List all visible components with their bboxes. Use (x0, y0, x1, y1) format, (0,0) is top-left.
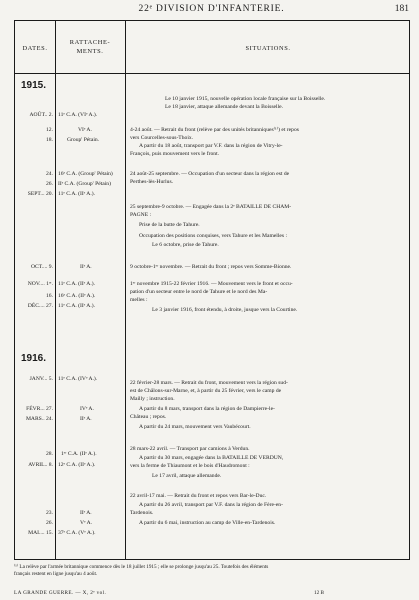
situation-line: 22 février-28 mars. — Retrait du front, mouvement vers la région sud- (130, 380, 288, 386)
date-entry: 26. (46, 520, 53, 526)
header-divider (15, 73, 409, 74)
situation-line: PAGNE : (130, 212, 152, 218)
rattachement-entry: IIᵉ A. (80, 416, 92, 422)
column-header-dates: DATES. (22, 45, 48, 52)
rattachement-entry: 12ᵉ C.A. (IIᵉ A.). (58, 462, 96, 468)
rattachement-entry: 11ᵉ C.A. (VIᵉ A.). (58, 112, 98, 118)
footer-source: LA GRANDE GUERRE. — X, 2ᵉ vol. (14, 590, 107, 596)
situation-line: Le 6 octobre, prise de Tahure. (152, 242, 219, 248)
situation-line: Mailly ; instruction. (130, 396, 175, 402)
rattachement-entry: 11ᵉ C.A. (IVᵉ A.). (58, 376, 98, 382)
date-entry: AOÛT.. 2. (29, 112, 53, 118)
footnote (14, 564, 410, 578)
rattachement-entry: Vᵉ A. (80, 520, 93, 526)
situation-line: Prise de la butte de Tahure. (139, 222, 200, 228)
page-title: 22ᵉ DIVISION D'INFANTERIE. (138, 4, 285, 14)
situation-line: A partir du 8 mars, transport dans la région de Dampierre-le- (139, 406, 275, 412)
rattachement-entry: 11ᵉ C.A. (IIᵉ A.). (58, 191, 95, 197)
year-1915: 1915. (21, 80, 47, 91)
situation-line: pation d'un secteur entre le nord de Tahure et le nord des Ma- (130, 289, 268, 295)
date-entry: DÉC.... 27. (27, 303, 53, 309)
rattachement-entry: 11ᵉ C.A. (IIᵉ A.). (58, 303, 95, 309)
date-entry: JANV... 5. (29, 376, 53, 382)
column-header-rattachements: RATTACHE- MENTS. (69, 39, 111, 55)
situation-line: 9 octobre-1ᵉʳ novembre. — Retrait du front ; repos vers Somme-Bionne. (130, 264, 292, 270)
rattachement-entry: VIᵉ A. (78, 127, 92, 133)
rattachement-entry: 1ᵉʳ C.A. (IIᵉ A.). (61, 451, 97, 457)
situation-line: A partir du 26 avril, transport par V.F. dans la région de Fère-en- (139, 502, 283, 508)
footer-signature: 12 B (314, 590, 324, 596)
date-entry: 26. (46, 181, 53, 187)
date-entry: 28. (46, 451, 53, 457)
page-number: 181 (394, 4, 409, 14)
rattachement-entry: IVᵉ A. (80, 406, 94, 412)
situation-line: Le 17 avril, attaque allemande. (152, 473, 222, 479)
situation-line: vers Courcelles-sous-Thoix. (130, 135, 194, 141)
situation-line: vers la ferme de Thiaumont et le bois d'Haudromont : (130, 463, 250, 469)
situation-line: Tardenois. (130, 510, 154, 516)
date-entry: MAI.... 15. (28, 530, 53, 536)
rattachement-entry: IIᵉ A. (80, 264, 92, 270)
date-entry: 24. (46, 171, 53, 177)
situation-line: Le 10 janvier 1915, nouvelle opération locale française sur la Boisselle. (165, 96, 326, 102)
rattachement-entry: IIᵉ A. (80, 510, 92, 516)
date-entry: 12. (46, 127, 53, 133)
date-entry: 23. (46, 510, 53, 516)
column-divider (55, 21, 56, 559)
date-entry: FÉVR... 27. (26, 406, 53, 412)
situation-line: 24 août-25 septembre. — Occupation d'un secteur dans la région est de (130, 171, 290, 177)
date-entry: MARS.. 24. (25, 416, 53, 422)
situation-line: melles : (130, 297, 148, 303)
column-header-situations: SITUATIONS. (245, 45, 291, 52)
year-1916: 1916. (21, 353, 47, 364)
rattachement-entry: Group' Pétain. (67, 137, 100, 143)
situation-line: est de Châlons-sur-Marne, et, à partir du 25 février, vers le camp de (130, 388, 282, 394)
situation-line: 4-24 août. — Retrait du front (relève par des unités britanniques⁽¹⁾) et repos (130, 127, 299, 133)
situation-line: François, puis mouvement vers le front. (130, 151, 220, 157)
situation-line: 1ᵉʳ novembre 1915-22 février 1916. — Mouvement vers le front et occu- (130, 281, 293, 287)
footnote-line: ⁽¹⁾ La relève par l'armée britannique commence dès le 18 juillet 1915 ; elle se prolonge jusqu'au 25. Toutefois des éléments (14, 564, 269, 570)
date-entry: AVRIL.. 8. (28, 462, 53, 468)
situation-line: A partir du 24 mars, mouvement vers Vaubécourt. (139, 424, 251, 430)
page-header (14, 4, 409, 18)
situation-line: A partir du 6 mai, instruction au camp de Ville-en-Tardenois. (139, 520, 276, 526)
date-entry: SEPT... 20. (27, 191, 53, 197)
situation-line: Occupation des positions conquises, vers Tahure et les Mamelles : (139, 233, 288, 239)
situation-line: Château ; repos. (130, 414, 167, 420)
column-divider (125, 21, 126, 559)
situation-line: 28 mars-22 avril. — Transport par camions à Verdun. (130, 446, 250, 452)
rattachement-entry: 11ᵉ C.A. (IIᵉ A.). (58, 281, 95, 287)
situation-line: Perthes-lès-Hurlus. (130, 179, 174, 185)
situation-line: 25 septembre-9 octobre. — Engagée dans la 2ᵉ BATAILLE DE CHAM- (130, 204, 292, 210)
date-entry: NOV.... 1ᵉʳ. (27, 281, 53, 287)
situation-line: Le 18 janvier, attaque allemande devant la Boisselle. (165, 104, 283, 110)
date-entry: OCT.... 9. (31, 264, 53, 270)
situation-table (14, 20, 410, 560)
rattachement-entry: 16ᵉ C.A. (Group' Pétain) (58, 171, 113, 177)
date-entry: 18. (46, 137, 53, 143)
date-entry: 16. (46, 293, 53, 299)
situation-line: 22 avril-17 mai. — Retrait du front et repos vers Bar-le-Duc. (130, 493, 267, 499)
rattachement-entry: 16ᵉ C.A. (IIᵉ A.). (58, 293, 96, 299)
situation-line: Le 3 janvier 1916, front étendu, à droite, jusque vers la Courtine. (152, 307, 298, 313)
situation-line: A partir du 18 août, transport par V.F. dans la région de Vitry-le- (139, 143, 283, 149)
rattachement-entry: IIᵉ C.A. (Group' Pétain) (58, 181, 111, 187)
rattachement-entry: 37ᵉ C.A. (Vᵉ A.). (58, 530, 96, 536)
footnote-line: français restent en ligne jusqu'au 4 août. (14, 571, 98, 577)
situation-line: A partir du 30 mars, engagée dans la BATAILLE DE VERDUN, (139, 455, 284, 461)
